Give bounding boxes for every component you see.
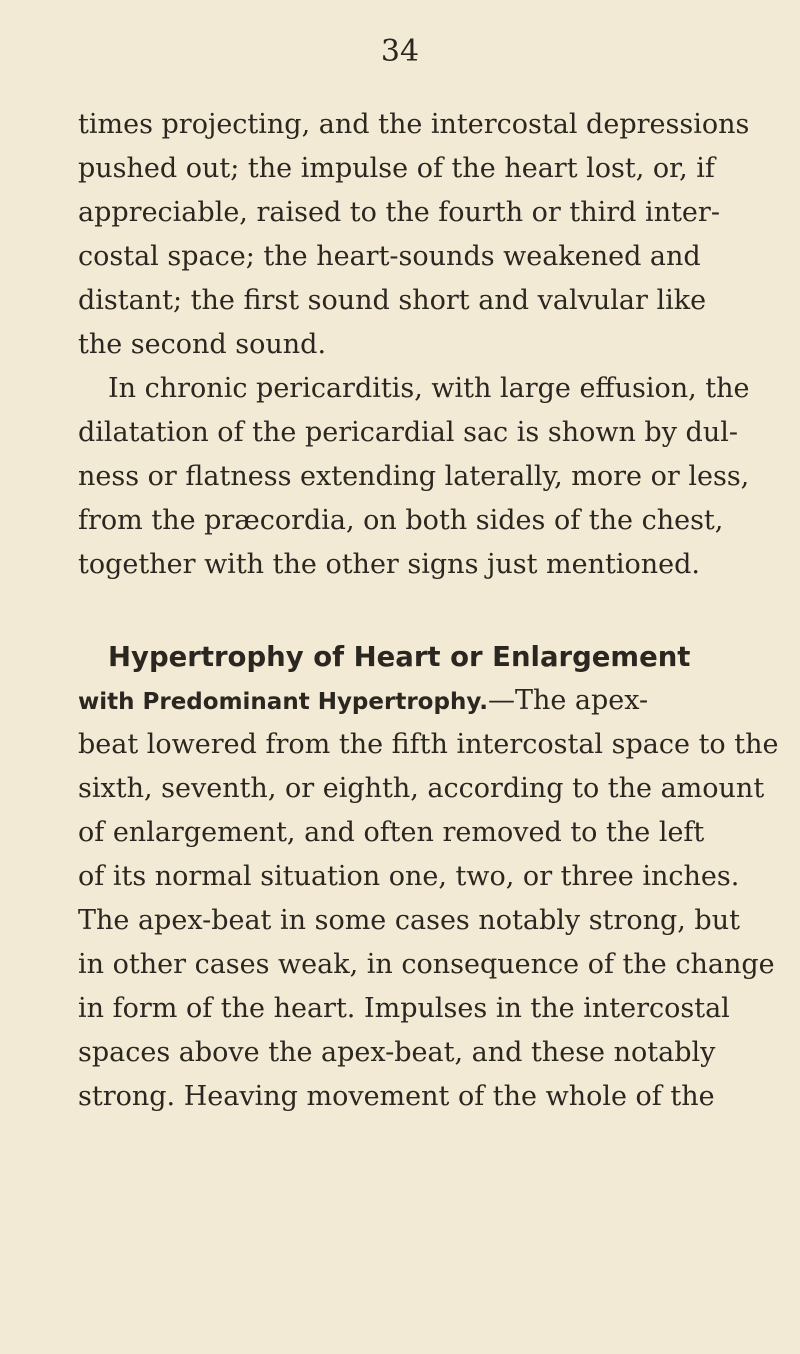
section-heading-continued: with Predominant Hypertrophy.	[78, 689, 488, 715]
paragraph	[78, 367, 798, 587]
text-line: from the præcordia, on both sides of the chest,	[78, 505, 724, 536]
text-line	[78, 679, 798, 723]
text-line: The apex-beat in some cases notably strong, but	[78, 905, 740, 936]
paragraph	[78, 635, 798, 1119]
paragraph	[78, 103, 798, 367]
text-line: In chronic pericarditis, with large effusion, the	[108, 373, 750, 404]
text-line: of its normal situation one, two, or three inches.	[78, 861, 740, 892]
text-line: strong. Heaving movement of the whole of the	[78, 1081, 715, 1112]
text-line: costal space; the heart-sounds weakened and	[78, 241, 701, 272]
text-line: together with the other signs just mentioned.	[78, 549, 701, 580]
text-line: of enlargement, and often removed to the left	[78, 817, 705, 848]
section-spacer	[78, 587, 798, 635]
text-line: ness or flatness extending laterally, more or less,	[78, 461, 750, 492]
page-body	[78, 103, 798, 1119]
text-line: sixth, seventh, or eighth, according to the amount	[78, 773, 765, 804]
text-line: times projecting, and the intercostal depressions	[78, 109, 750, 140]
text-line: beat lowered from the fifth intercostal space to the	[78, 729, 779, 760]
page-number: 34	[380, 34, 420, 69]
text-line: pushed out; the impulse of the heart lost, or, if	[78, 153, 715, 184]
section-heading: Hypertrophy of Heart or Enlargement	[108, 641, 691, 673]
text-line: dilatation of the pericardial sac is shown by dul-	[78, 417, 738, 448]
text-line: the second sound.	[78, 329, 327, 360]
text-line: distant; the first sound short and valvular like	[78, 285, 707, 316]
text-line: in other cases weak, in consequence of the change	[78, 949, 775, 980]
text-line: spaces above the apex-beat, and these notably	[78, 1037, 716, 1068]
text-run: —The apex-	[487, 685, 649, 716]
text-line: appreciable, raised to the fourth or third inter-	[78, 197, 720, 228]
text-line: in form of the heart. Impulses in the intercostal	[78, 993, 730, 1024]
